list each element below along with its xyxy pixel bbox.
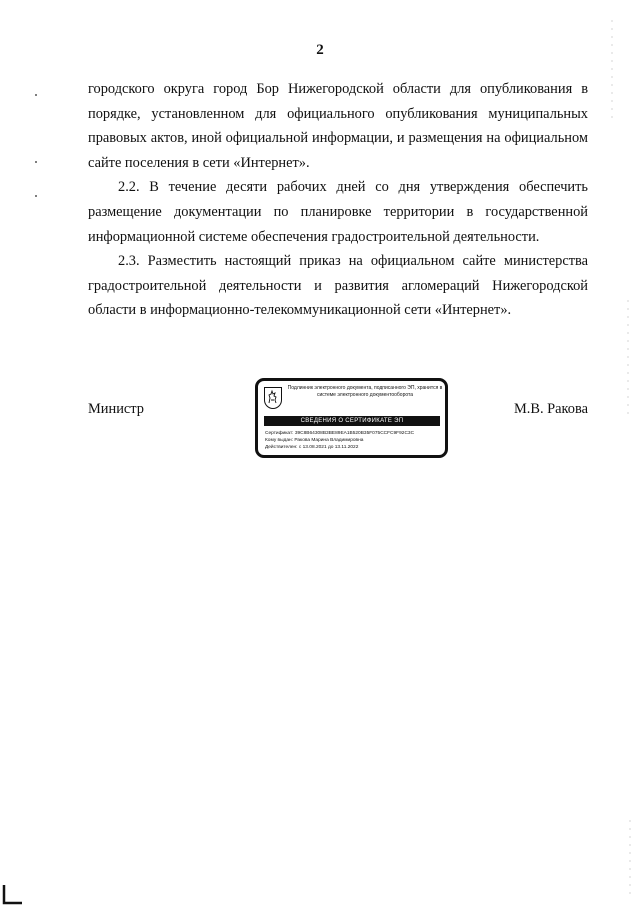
- scan-dot: [35, 94, 37, 96]
- valid-value: с 13.08.2021 до 13.11.2022: [298, 444, 359, 450]
- signatory-name: М.В. Ракова: [513, 401, 588, 417]
- scan-dot: [35, 195, 37, 197]
- valid-label: Действителен:: [265, 444, 298, 450]
- owner-label: Кому выдан:: [265, 437, 293, 443]
- paragraph-continuation: городского округа город Бор Нижегородской области для опубликования в порядке, установленном для официального опубликования муниципальных правовых актов, иной официальной информации, и размещения на официальном сайте поселения в сети «Интернет».: [88, 81, 588, 171]
- scan-corner-mark: [4, 885, 22, 903]
- stamp-title: СВЕДЕНИЯ О СЕРТИФИКАТЕ ЭП: [264, 416, 440, 426]
- signatory-position: Министр: [88, 401, 144, 417]
- stamp-header: Подлинник электронного документа, подписанного ЭП, хранится в системе электронного документооборота: [287, 385, 443, 398]
- page-number: 2: [316, 42, 324, 58]
- paragraph-2-3: 2.3. Разместить настоящий приказ на официальном сайте министерства градостроительной деятельности и развития агломераций Нижегородской области в информационно-телекоммуникационной сети «Интернет».: [88, 253, 588, 319]
- paragraph-2-2: 2.2. В течение десяти рабочих дней со дня утверждения обеспечить размещение документации по планировке территории в государственной информационной системе обеспечения градостроительной деятельности.: [88, 179, 588, 245]
- owner-value: Ракова Марина Владимировна: [294, 437, 364, 443]
- scan-dot: [35, 161, 37, 163]
- certificate-label: Сертификат:: [265, 431, 294, 436]
- certificate-value: 39C8B64308B3BE89EA1B520B35F075CCFC9F92C3C: [294, 431, 415, 436]
